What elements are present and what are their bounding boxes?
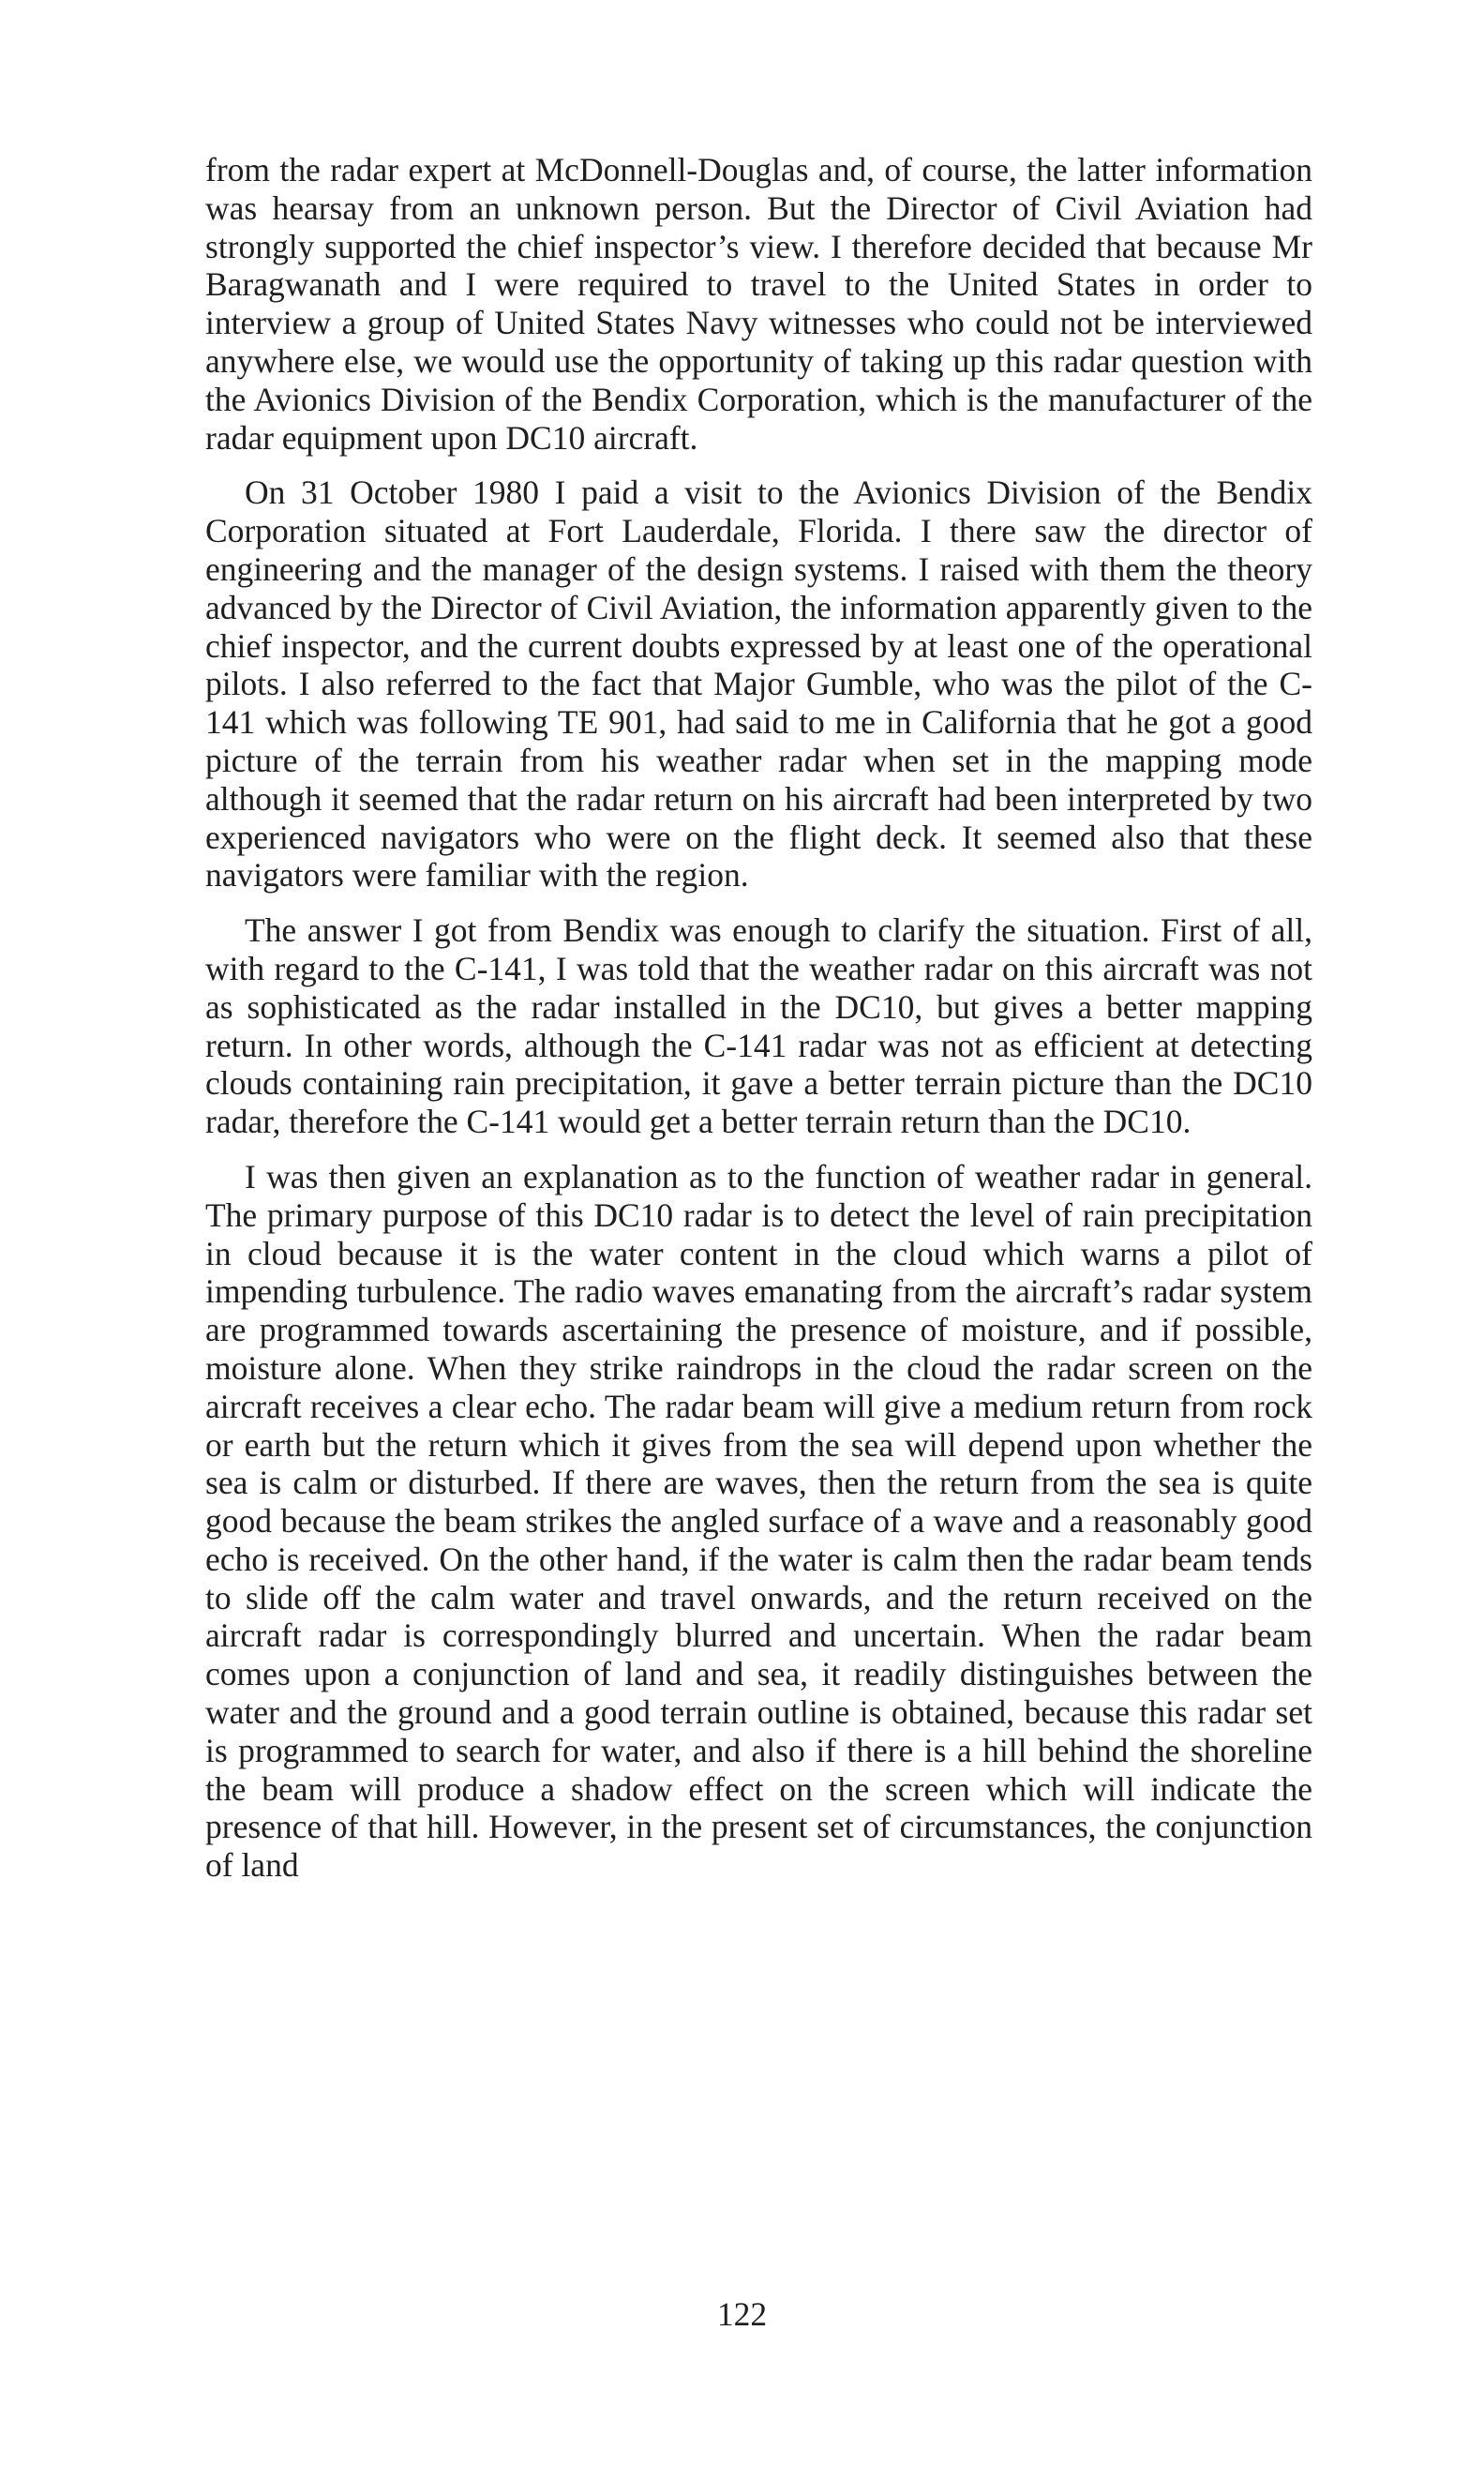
paragraph: The answer I got from Bendix was enough to clarify the situation. First of all, with regard to the C-141, I was told that the weather radar on this aircraft was not as sophisticated as the radar installed in the DC10, but gives a better mapping return. In other words, although the C-141 radar was not as efficient at detecting clouds containing rain precipitation, it gave a better terrain picture than the DC10 radar, therefore the C-141 would get a better terrain return than the DC10. xyxy=(205,911,1312,1141)
paragraph: I was then given an explanation as to the function of weather radar in general. The primary purpose of this DC10 radar is to detect the level of rain precipitation in cloud because it is the water content in the cloud which warns a pilot of impending turbulence. The radio waves emanating from the aircraft’s radar system are programmed towards ascertaining the presence of moisture, and if possible, moisture alone. When they strike raindrops in the cloud the radar screen on the aircraft receives a clear echo. The radar beam will give a medium return from rock or earth but the return which it gives from the sea will depend upon whether the sea is calm or disturbed. If there are waves, then the return from the sea is quite good because the beam strikes the angled surface of a wave and a reasonably good echo is received. On the other hand, if the water is calm then the radar beam tends to slide off the calm water and travel onwards, and the return received on the aircraft radar is correspondingly blurred and uncertain. When the radar beam comes upon a conjunction of land and sea, it readily distinguishes between the water and the ground and a good terrain outline is obtained, because this radar set is programmed to search for water, and also if there is a hill behind the shoreline the beam will produce a shadow effect on the screen which will indicate the presence of that hill. However, in the present set of circumstances, the conjunction of land xyxy=(205,1157,1312,1885)
page-number: 122 xyxy=(716,2295,768,2333)
paragraph: On 31 October 1980 I paid a visit to the Avionics Division of the Bendix Corporation situated at Fort Lauderdale, Florida. I there saw the director of engineering and the manager of the design systems. I raised with them the theory advanced by the Director of Civil Aviation, the information apparently given to the chief inspector, and the current doubts expressed by at least one of the operational pilots. I also referred to the fact that Major Gumble, who was the pilot of the C-141 which was following TE 901, had said to me in California that he got a good picture of the terrain from his weather radar when set in the mapping mode although it seemed that the radar return on his aircraft had been interpreted by two experienced navigators who were on the flight deck. It seemed also that these navigators were familiar with the region. xyxy=(205,474,1312,895)
document-body xyxy=(205,151,1312,1902)
paragraph-continued: from the radar expert at McDonnell-Douglas and, of course, the latter information was hearsay from an unknown person. But the Director of Civil Aviation had strongly supported the chief inspector’s view. I therefore decided that because Mr Baragwanath and I were required to travel to the United States in order to interview a group of United States Navy witnesses who could not be interviewed anywhere else, we would use the opportunity of taking up this radar question with the Avionics Division of the Bendix Corporation, which is the manufacturer of the radar equipment upon DC10 aircraft. xyxy=(205,151,1312,457)
